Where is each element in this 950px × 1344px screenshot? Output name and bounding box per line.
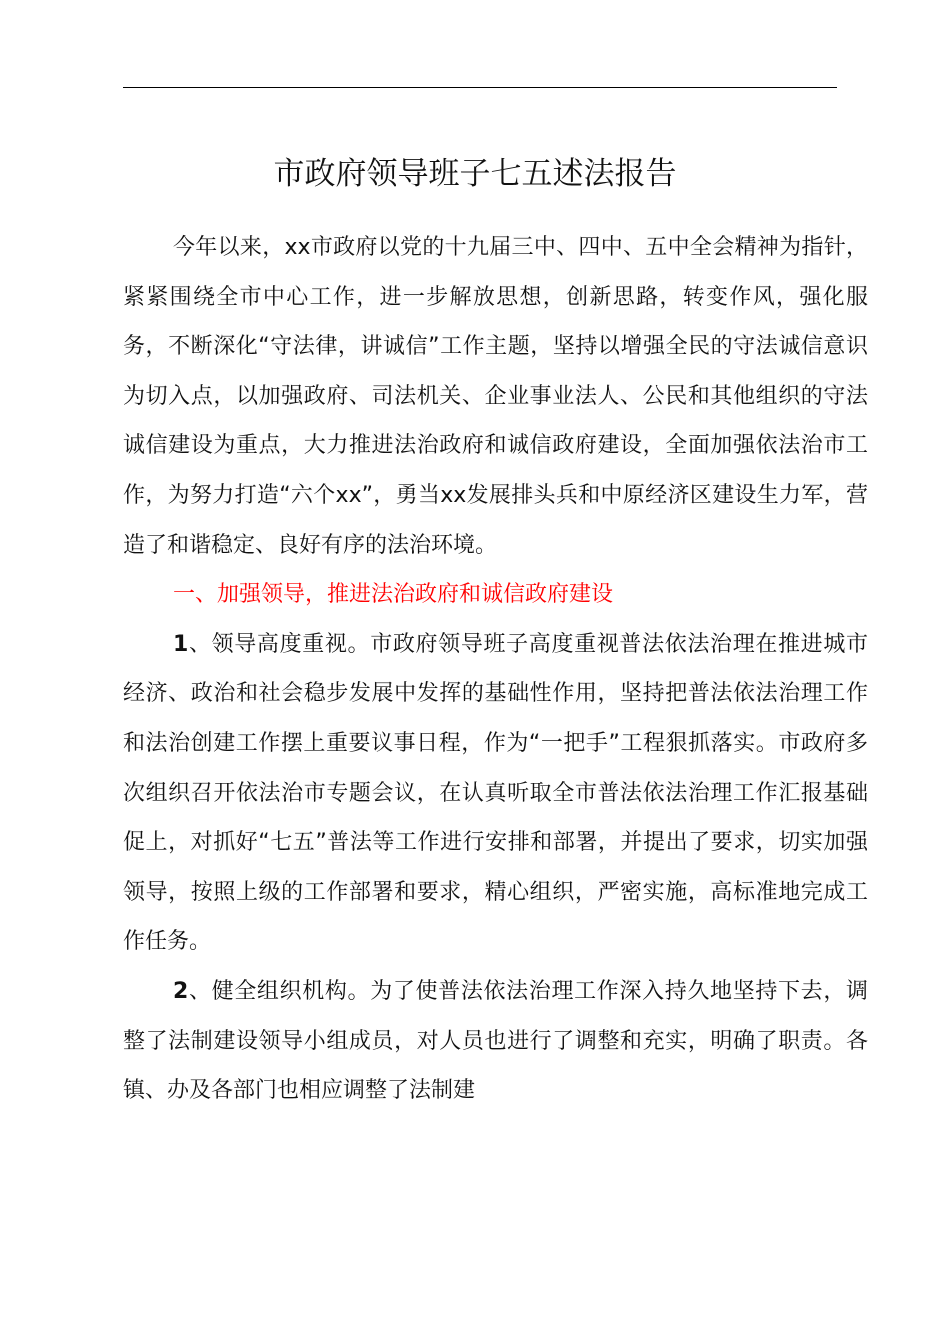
item-text: 、领导高度重视。市政府领导班子高度重视普法依法治理在推进城市经济、政治和社会稳步发展中发挥的基础性作用，坚持把普法依法治理工作和法治创建工作摆上重要议事日程，作为“一把手”工程狠抓落实。市政府多次组织召开依法治市专题会议，在认真听取全市普法依法治理工作汇报基础促上，对抓好“七五”普法等工作进行安排和部署，并提出了要求，切实加强领导，按照上级的工作部署和要求，精心组织，严密实施，高标准地完成工作任务。 (123, 631, 868, 955)
section-heading: 一、加强领导，推进法治政府和诚信政府建设 (173, 582, 614, 608)
item-text: 、健全组织机构。为了使普法依法治理工作深入持久地坚持下去，调整了法制建设领导小组成员，对人员也进行了调整和充实，明确了职责。各镇、办及各部门也相应调整了法制建 (123, 978, 868, 1104)
item-paragraph-2 (123, 967, 868, 1116)
header-rule (123, 87, 837, 88)
item-number: 2 (173, 978, 189, 1004)
document-title: 市政府领导班子七五述法报告 (273, 156, 677, 192)
item-paragraph-1 (123, 620, 868, 967)
document-body (123, 223, 868, 1116)
item-number: 1 (173, 631, 189, 657)
intro-paragraph: 今年以来，xx市政府以党的十九届三中、四中、五中全会精神为指针，紧紧围绕全市中心工作，进一步解放思想，创新思路，转变作风，强化服务，不断深化“守法律，讲诚信”工作主题，坚持以增强全民的守法诚信意识为切入点，以加强政府、司法机关、企业事业法人、公民和其他组织的守法诚信建设为重点，大力推进法治政府和诚信政府建设，全面加强依法治市工作，为努力打造“六个xx”，勇当xx发展排头兵和中原经济区建设生力军，营造了和谐稳定、良好有序的法治环境。 (123, 235, 868, 558)
